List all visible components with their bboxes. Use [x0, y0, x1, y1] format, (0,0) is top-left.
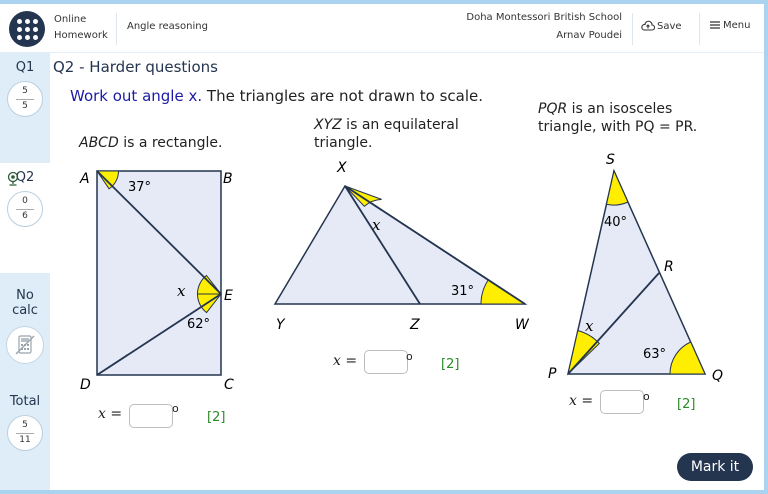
angle-37-label: 37°	[128, 180, 152, 195]
mark-it-button[interactable]: Mark it	[677, 453, 753, 481]
equi-x-label: x	[372, 216, 381, 234]
brand-line-2: Homework	[54, 30, 108, 41]
q2-score: 0	[22, 196, 28, 206]
vertex-q: Q	[712, 368, 724, 384]
user-name: Arnav Poudei	[556, 30, 622, 41]
school-name: Doha Montessori British School	[466, 12, 622, 23]
vertex-d: D	[80, 377, 91, 393]
vertex-b: B	[223, 171, 233, 187]
equi-caption-line-2: triangle.	[314, 135, 373, 151]
angle-40-label: 40°	[604, 215, 628, 230]
breadcrumb[interactable]: Angle reasoning	[127, 21, 208, 32]
tab-total-label: Total	[9, 394, 41, 409]
degree-symbol-3: o	[643, 390, 650, 403]
q2-total: 6	[22, 211, 28, 221]
vertex-w: W	[515, 317, 529, 333]
equilateral-figure	[275, 160, 530, 333]
answer-prefix-3: x =	[569, 393, 594, 409]
angle-62-label: 62°	[187, 317, 211, 332]
equi-caption-rest: is an equilateral	[341, 117, 459, 133]
iso-caption-var: PQR	[538, 101, 568, 117]
angle-40-mark	[607, 171, 628, 205]
vertex-e: E	[224, 288, 233, 304]
save-label: Save	[657, 21, 682, 32]
answer-input-equi[interactable]	[364, 350, 408, 374]
tab-q1-label: Q1	[15, 60, 35, 75]
instruction-lead: Work out angle x.	[70, 87, 203, 105]
answer-prefix-1: x =	[98, 406, 123, 422]
vertex-y: Y	[276, 317, 285, 333]
menu-label: Menu	[723, 20, 751, 31]
vertex-p: P	[548, 366, 557, 382]
no-calc-line-2: calc	[12, 303, 38, 318]
rectangle-figure	[79, 171, 234, 393]
equi-caption-var: XYZ	[314, 117, 342, 133]
marks-equi: [2]	[441, 357, 460, 372]
angle-31-label: 31°	[451, 284, 475, 299]
answer-input-rect[interactable]	[129, 404, 173, 428]
iso-caption-rest: is an isosceles	[567, 101, 673, 117]
vertex-z: Z	[410, 317, 420, 333]
isosceles-figure	[548, 152, 723, 384]
degree-symbol-1: o	[172, 402, 179, 415]
vertex-c: C	[224, 377, 234, 393]
marks-iso: [2]	[677, 397, 696, 412]
vertex-x: X	[337, 160, 347, 176]
instruction-rest: The triangles are not drawn to scale.	[206, 87, 484, 105]
vertex-r: R	[664, 259, 674, 275]
degree-symbol-2: o	[406, 350, 413, 363]
question-title: Q2 - Harder questions	[53, 58, 218, 76]
rect-caption-var: ABCD	[79, 135, 119, 151]
rect-caption-rest: is a rectangle.	[118, 135, 223, 151]
answer-input-iso[interactable]	[600, 390, 644, 414]
vertex-s: S	[606, 152, 615, 168]
marks-rect: [2]	[207, 410, 226, 425]
q1-score: 5	[22, 86, 28, 96]
brand-line-1: Online	[54, 14, 87, 25]
answer-prefix-2: x =	[333, 353, 358, 369]
q1-total: 5	[22, 101, 28, 111]
vertex-a: A	[80, 171, 90, 187]
total-score: 5	[22, 420, 28, 430]
tab-q2-label: Q2	[15, 170, 35, 185]
rect-x-label: x	[177, 282, 186, 300]
iso-caption-line-2: triangle, with PQ = PR.	[538, 119, 698, 135]
angle-63-label: 63°	[643, 347, 667, 362]
no-calc-line-1: No	[16, 288, 34, 303]
iso-x-label: x	[585, 317, 594, 335]
total-total: 11	[19, 435, 31, 445]
